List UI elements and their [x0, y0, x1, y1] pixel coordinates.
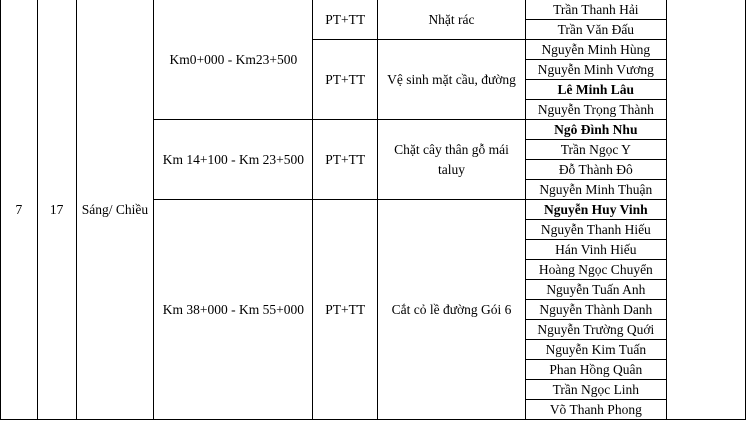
work-cell: Vệ sinh mặt cầu, đường	[378, 40, 526, 120]
worker-cell: Nguyễn Huy Vinh	[525, 200, 666, 220]
worker-cell: Hán Vinh Hiếu	[525, 240, 666, 260]
day-cell: 17	[37, 0, 76, 420]
worker-cell: Hoàng Ngọc Chuyển	[525, 260, 666, 280]
worker-cell: Nguyễn Minh Vương	[525, 60, 666, 80]
worker-cell: Trần Thanh Hải	[525, 0, 666, 20]
stt-cell: 7	[1, 0, 38, 420]
worker-cell: Ngô Đình Nhu	[525, 120, 666, 140]
route-cell: Km 14+100 - Km 23+500	[154, 120, 313, 200]
worker-cell: Nguyễn Trường Quới	[525, 320, 666, 340]
worker-cell: Nguyễn Minh Hùng	[525, 40, 666, 60]
unit-cell: PT+TT	[313, 200, 378, 420]
work-cell: Cắt cỏ lề đường Gói 6	[378, 200, 526, 420]
worker-cell: Nguyễn Thành Danh	[525, 300, 666, 320]
worker-cell: Lê Minh Lâu	[525, 80, 666, 100]
worker-cell: Nguyễn Minh Thuận	[525, 180, 666, 200]
unit-cell: PT+TT	[313, 120, 378, 200]
route-cell: Km0+000 - Km23+500	[154, 0, 313, 120]
shift-cell: Sáng/ Chiều	[76, 0, 154, 420]
worker-cell: Trần Ngọc Linh	[525, 380, 666, 400]
worker-cell: Nguyễn Trọng Thành	[525, 100, 666, 120]
worker-cell: Võ Thanh Phong	[525, 400, 666, 420]
worker-cell: Nguyễn Thanh Hiếu	[525, 220, 666, 240]
worker-cell: Phan Hồng Quân	[525, 360, 666, 380]
worker-cell: Đỗ Thành Đô	[525, 160, 666, 180]
worker-cell: Nguyễn Kim Tuấn	[525, 340, 666, 360]
work-cell: Nhặt rác	[378, 0, 526, 40]
worker-cell: Trần Ngọc Y	[525, 140, 666, 160]
table-row	[1, 0, 746, 20]
unit-cell: PT+TT	[313, 0, 378, 40]
worker-cell: Nguyễn Tuấn Anh	[525, 280, 666, 300]
route-cell: Km 38+000 - Km 55+000	[154, 200, 313, 420]
work-cell: Chặt cây thân gỗ mái taluy	[378, 120, 526, 200]
worker-cell: Trần Văn Đấu	[525, 20, 666, 40]
note-cell	[666, 0, 745, 420]
unit-cell: PT+TT	[313, 40, 378, 120]
